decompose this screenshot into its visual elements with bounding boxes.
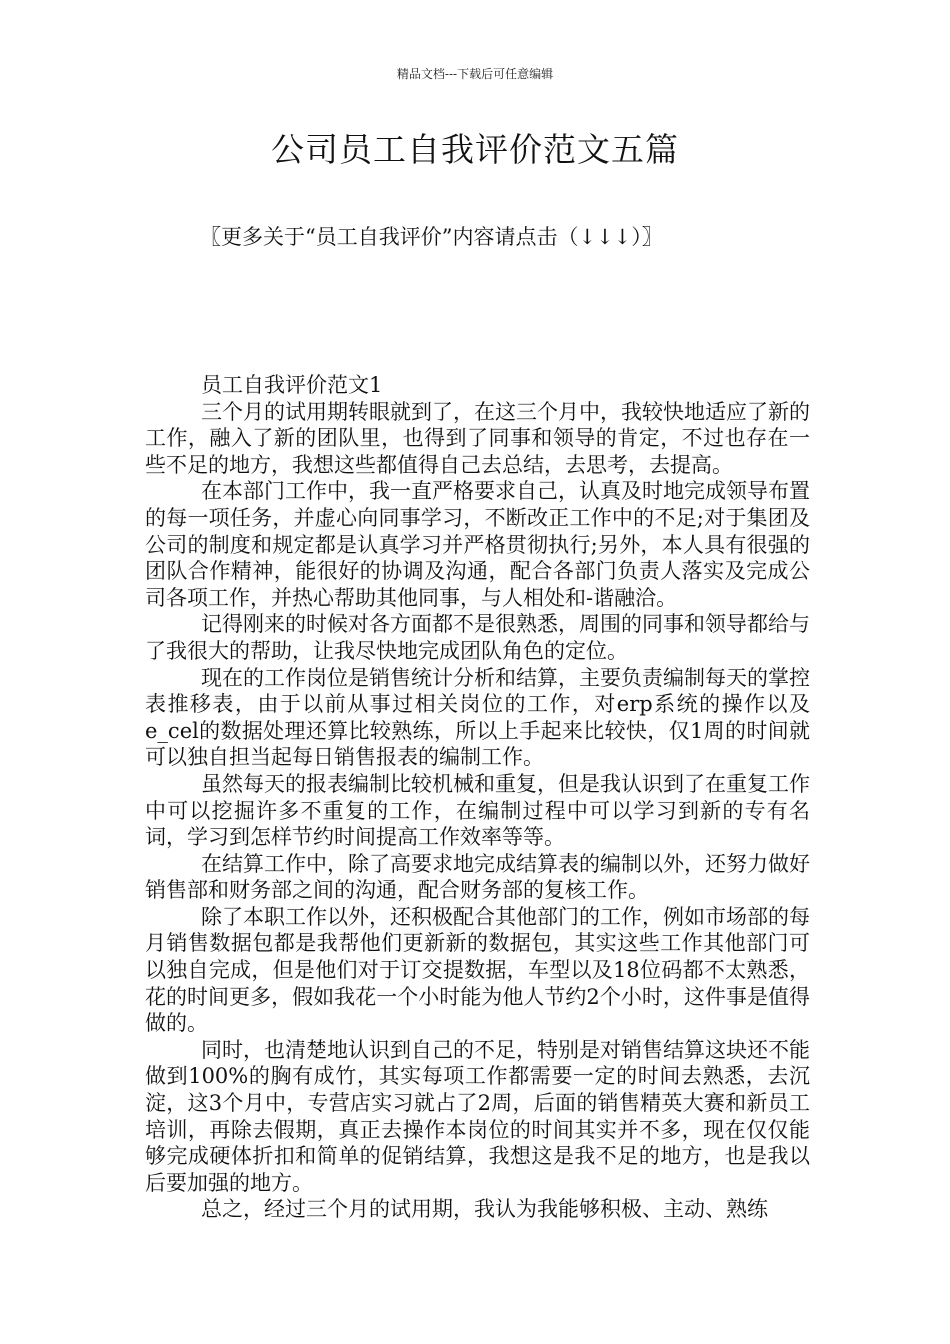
paragraph: 虽然每天的报表编制比较机械和重复，但是我认识到了在重复工作中可以挖掘许多不重复的工作，在编制过程中可以学习到新的专有名词，学习到怎样节约时间提高工作效率等等。 bbox=[145, 771, 810, 850]
paragraph: 三个月的试用期转眼就到了，在这三个月中，我较快地适应了新的工作，融入了新的团队里，也得到了同事和领导的肯定，不过也存在一些不足的地方，我想这些都值得自己去总结，去思考，去提高。 bbox=[145, 399, 810, 477]
header-note: 精品文档---下载后可任意编辑 bbox=[396, 67, 554, 81]
section-heading: 员工自我评价范文1 bbox=[201, 373, 383, 397]
paragraph: 除了本职工作以外，还积极配合其他部门的工作，例如市场部的每月销售数据包都是我帮他们更新新的数据包，其实这些工作其他部门可以独自完成，但是他们对于订交提数据，车型以及18位码都不太熟悉，花的时间更多，假如我花一个小时能为他人节约2个小时，这件事是值得做的。 bbox=[145, 904, 810, 1036]
paragraph: 在本部门工作中，我一直严格要求自己，认真及时地完成领导布置的每一项任务，并虚心向同事学习，不断改正工作中的不足;对于集团及公司的制度和规定都是认真学习并严格贯彻执行;另外，本人具有很强的团队合作精神，能很好的协调及沟通，配合各部门负责人落实及完成公司各项工作，并热心帮助其他同事，与人相处和-谐融洽。 bbox=[145, 479, 810, 610]
document-body bbox=[145, 372, 810, 1223]
paragraph: 在结算工作中，除了高要求地完成结算表的编制以外，还努力做好销售部和财务部之间的沟通，配合财务部的复核工作。 bbox=[145, 851, 810, 903]
more-content-link[interactable]: 〖更多关于“员工自我评价”内容请点击（↓↓↓）〗 bbox=[200, 225, 663, 249]
paragraph: 总之，经过三个月的试用期，我认为我能够积极、主动、熟练 bbox=[201, 1197, 768, 1222]
paragraph: 记得刚来的时候对各方面都不是很熟悉，周围的同事和领导都给与了我很大的帮助，让我尽快地完成团队角色的定位。 bbox=[145, 612, 810, 663]
document-title: 公司员工自我评价范文五篇 bbox=[271, 130, 679, 169]
paragraph: 同时，也清楚地认识到自己的不足，特别是对销售结算这块还不能做到100%的胸有成竹，其实每项工作都需要一定的时间去熟悉，去沉淀，这3个月中，专营店实习就占了2周，后面的销售精英大赛和新员工培训，再除去假期，真正去操作本岗位的时间其实并不多，现在仅仅能够完成硬体折扣和简单的促销结算，我想这是我不足的地方，也是我以后要加强的地方。 bbox=[145, 1037, 810, 1195]
paragraph: 现在的工作岗位是销售统计分析和结算，主要负责编制每天的掌控表推移表，由于以前从事过相关岗位的工作，对erp系统的操作以及e_cel的数据处理还算比较熟练，所以上手起来比较快，仅1周的时间就可以独自担当起每日销售报表的编制工作。 bbox=[145, 665, 810, 770]
